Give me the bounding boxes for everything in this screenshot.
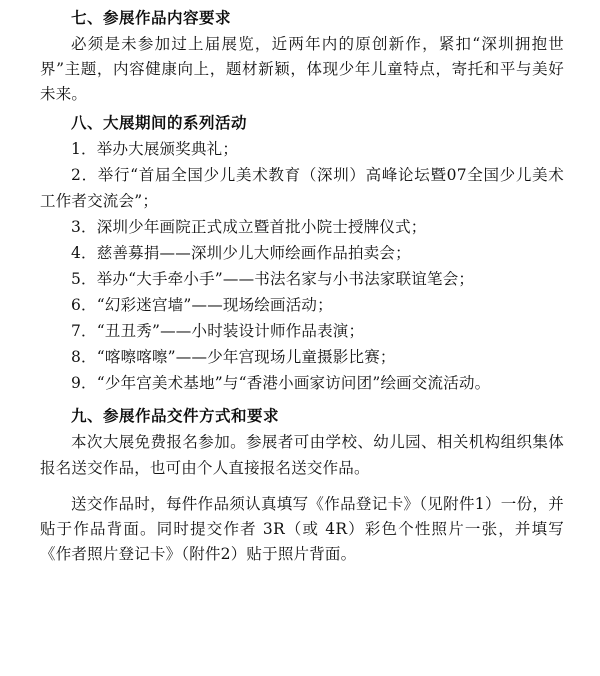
section-9-paragraph-2: 送交作品时，每件作品须认真填写《作品登记卡》（见附件1）一份，并贴于作品背面。同时提交作者 3R（或 4R）彩色个性照片一张，并填写《作者照片登记卡》（附件2）贴于照片背面。 — [40, 494, 564, 563]
section-8-item-1: 1．举办大展颁奖典礼； — [71, 140, 239, 159]
spacer — [40, 482, 564, 492]
section-8-item-8: 8．“喀嚓喀嚓”——少年宫现场儿童摄影比赛； — [71, 348, 396, 367]
section-8-item-9: 9．“少年宫美术基地”与“香港小画家访问团”绘画交流活动。 — [71, 374, 491, 393]
spacer — [40, 397, 564, 404]
section-8-item-5: 5．举办“大手牵小手”——书法名家与小书法家联谊笔会； — [71, 269, 475, 288]
section-8-item-2: 2．举行“首届全国少儿美术教育（深圳）高峰论坛暨07全国少儿美术工作者交流会”； — [40, 166, 564, 210]
section-heading-8: 八、大展期间的系列活动 — [71, 114, 248, 133]
section-8-item-7: 7．“丑丑秀”——小时装设计师作品表演； — [71, 322, 365, 341]
section-8-item-4: 4．慈善募捐——深圳少儿大师绘画作品拍卖会； — [71, 243, 411, 262]
section-8-item-6: 6．“幻彩迷宫墙”——现场绘画活动； — [71, 296, 333, 315]
section-8-item-3: 3．深圳少年画院正式成立暨首批小院士授牌仪式； — [71, 217, 427, 236]
section-heading-7: 七、参展作品内容要求 — [71, 9, 232, 27]
section-9-paragraph-1: 本次大展免费报名参加。参展者可由学校、幼儿园、相关机构组织集体报名送交作品，也可由个人直接报名送交作品。 — [40, 433, 564, 477]
section-7-paragraph-1: 必须是未参加过上届展览，近两年内的原创新作，紧扣“深圳拥抱世界”主题，内容健康向上，题材新颖，体现少年儿童特点，寄托和平与美好未来。 — [40, 35, 564, 104]
section-heading-9: 九、参展作品交件方式和要求 — [71, 407, 280, 426]
